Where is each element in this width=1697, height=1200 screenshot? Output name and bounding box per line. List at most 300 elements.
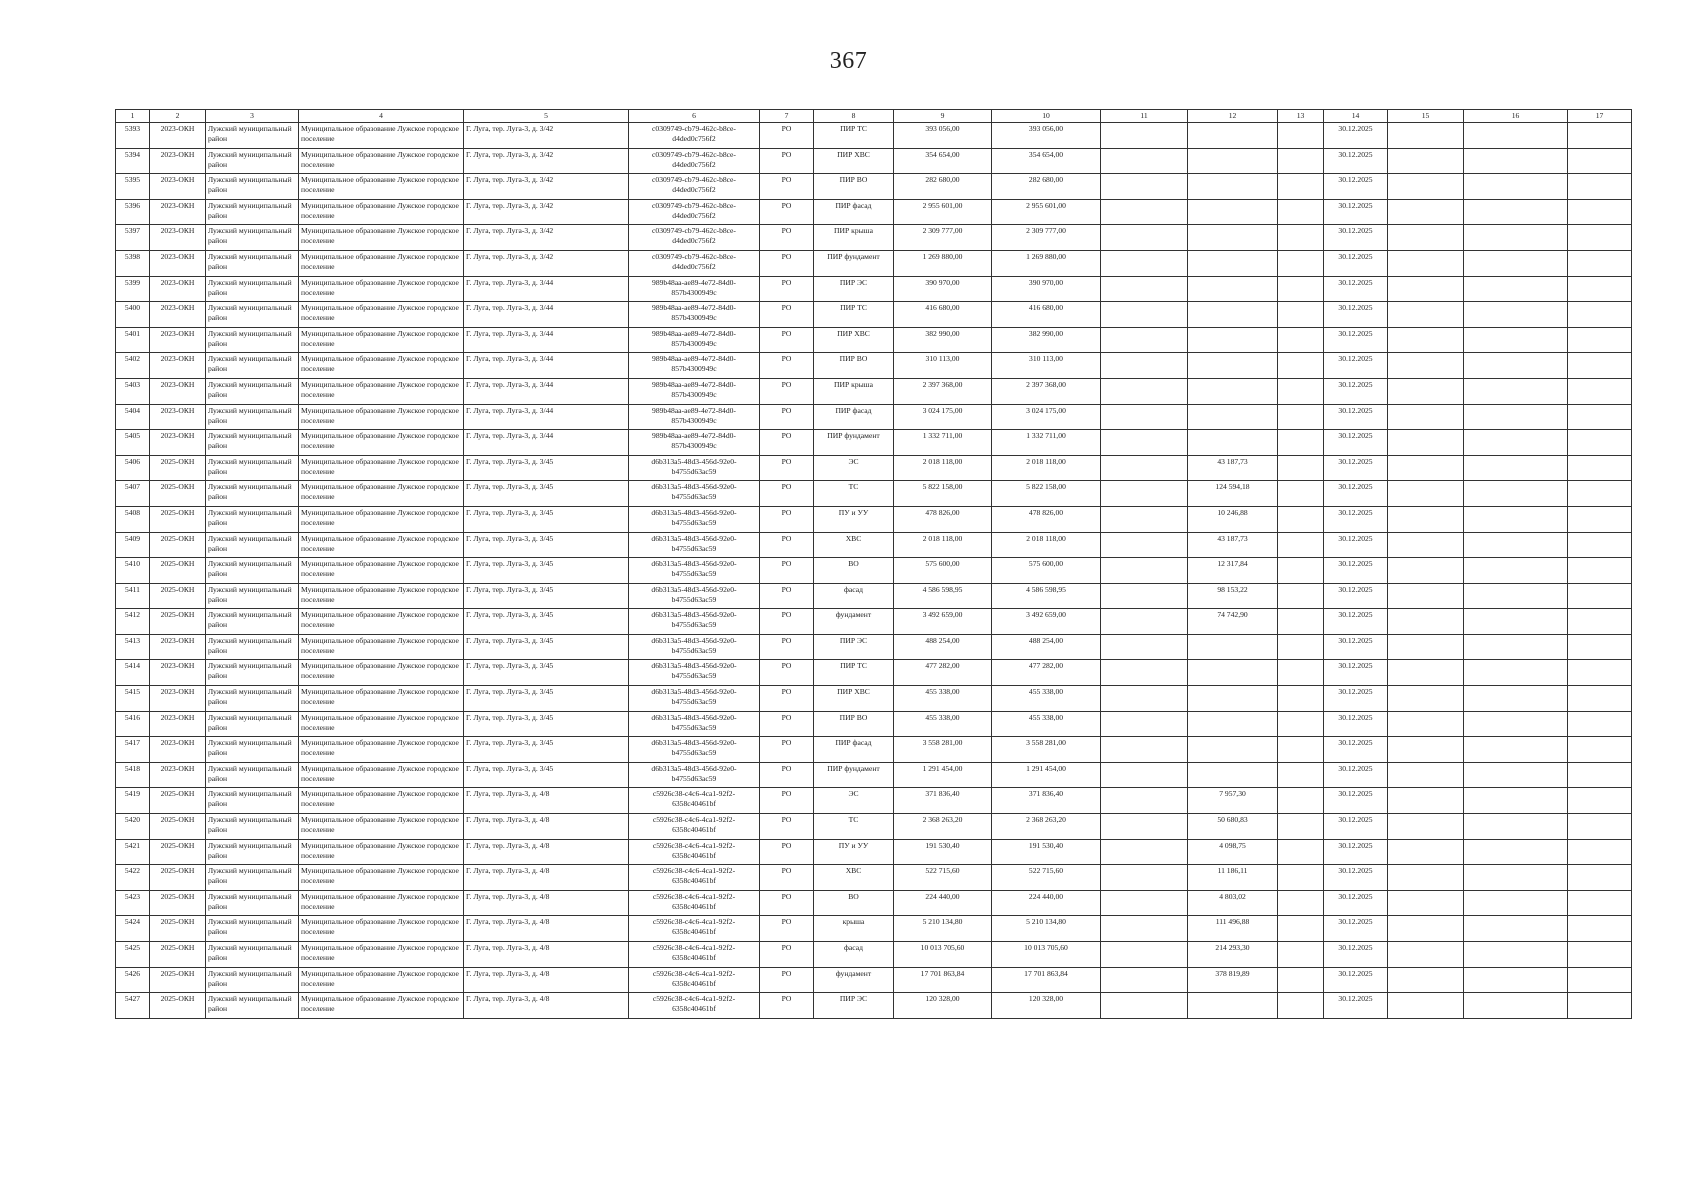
table-cell: 4 586 598,95 — [894, 583, 992, 609]
table-cell: ХВС — [814, 532, 894, 558]
table-cell: РО — [760, 250, 814, 276]
table-cell — [1101, 993, 1188, 1019]
table-cell — [1568, 455, 1632, 481]
table-row — [116, 967, 1632, 993]
table-cell: ПИР ЭС — [814, 276, 894, 302]
table-row — [116, 532, 1632, 558]
table-cell: 30.12.2025 — [1324, 481, 1388, 507]
table-cell: 5395 — [116, 174, 150, 200]
table-cell: 2023-ОКН — [150, 660, 206, 686]
table-cell — [1101, 609, 1188, 635]
table-cell: 3 024 175,00 — [894, 404, 992, 430]
table-cell: 98 153,22 — [1188, 583, 1278, 609]
table-cell — [1101, 327, 1188, 353]
table-cell: 5401 — [116, 327, 150, 353]
table-cell: 30.12.2025 — [1324, 634, 1388, 660]
table-cell: Муниципальное образование Лужское городское поселение — [299, 225, 464, 251]
table-cell — [1101, 404, 1188, 430]
table-cell: 5400 — [116, 302, 150, 328]
table-cell: 478 826,00 — [992, 506, 1101, 532]
table-cell: 2025-ОКН — [150, 890, 206, 916]
table-cell: 575 600,00 — [894, 558, 992, 584]
table-cell — [1388, 250, 1464, 276]
table-cell: 2025-ОКН — [150, 942, 206, 968]
table-cell: 5426 — [116, 967, 150, 993]
register-table — [115, 109, 1632, 1019]
table-cell: 4 586 598,95 — [992, 583, 1101, 609]
table-cell: РО — [760, 967, 814, 993]
table-cell — [1101, 916, 1188, 942]
table-cell: 30.12.2025 — [1324, 583, 1388, 609]
table-cell: 4 098,75 — [1188, 839, 1278, 865]
table-cell: 30.12.2025 — [1324, 993, 1388, 1019]
table-cell: 5412 — [116, 609, 150, 635]
table-cell: Муниципальное образование Лужское городское поселение — [299, 481, 464, 507]
table-cell: 5 822 158,00 — [894, 481, 992, 507]
table-cell: Г. Луга, тер. Луга-3, д. 3/44 — [464, 302, 629, 328]
table-cell: Лужский муниципальный район — [206, 788, 299, 814]
table-cell — [1101, 967, 1188, 993]
table-cell — [1388, 506, 1464, 532]
table-cell — [1388, 174, 1464, 200]
table-cell: d6b313a5-48d3-456d-92e0-b4755d63ac59 — [629, 634, 760, 660]
table-cell: Г. Луга, тер. Луга-3, д. 4/8 — [464, 788, 629, 814]
table-cell: ПИР ВО — [814, 174, 894, 200]
table-cell — [1568, 686, 1632, 712]
table-cell: ПИР ТС — [814, 123, 894, 149]
table-cell: 2 018 118,00 — [894, 532, 992, 558]
table-cell — [1278, 148, 1324, 174]
table-cell: 2 018 118,00 — [894, 455, 992, 481]
table-cell: Муниципальное образование Лужское городское поселение — [299, 993, 464, 1019]
table-cell: Муниципальное образование Лужское городское поселение — [299, 916, 464, 942]
table-cell: 30.12.2025 — [1324, 225, 1388, 251]
table-cell: 455 338,00 — [992, 711, 1101, 737]
table-cell: РО — [760, 839, 814, 865]
table-cell: 30.12.2025 — [1324, 199, 1388, 225]
table-cell — [1101, 276, 1188, 302]
table-cell: 30.12.2025 — [1324, 558, 1388, 584]
table-cell — [1464, 609, 1568, 635]
table-cell: 522 715,60 — [894, 865, 992, 891]
table-cell: Г. Луга, тер. Луга-3, д. 3/42 — [464, 123, 629, 149]
table-cell — [1278, 250, 1324, 276]
table-cell — [1464, 276, 1568, 302]
table-row — [116, 148, 1632, 174]
table-cell — [1388, 737, 1464, 763]
table-cell — [1568, 788, 1632, 814]
table-cell — [1568, 481, 1632, 507]
table-cell — [1568, 583, 1632, 609]
table-cell: 2025-ОКН — [150, 788, 206, 814]
table-cell — [1568, 276, 1632, 302]
table-cell: РО — [760, 634, 814, 660]
table-cell: Лужский муниципальный район — [206, 532, 299, 558]
table-cell — [1188, 686, 1278, 712]
table-cell: 30.12.2025 — [1324, 967, 1388, 993]
table-row — [116, 174, 1632, 200]
table-cell — [1101, 481, 1188, 507]
table-cell: РО — [760, 225, 814, 251]
table-cell — [1388, 916, 1464, 942]
table-cell: ПИР фасад — [814, 199, 894, 225]
table-cell — [1278, 225, 1324, 251]
table-cell: Г. Луга, тер. Луга-3, д. 4/8 — [464, 890, 629, 916]
table-cell: 5 210 134,80 — [992, 916, 1101, 942]
table-cell: 2023-ОКН — [150, 711, 206, 737]
table-cell — [1568, 558, 1632, 584]
table-cell: 2025-ОКН — [150, 583, 206, 609]
table-cell: 354 654,00 — [992, 148, 1101, 174]
table-cell: c5926c38-c4c6-4ca1-92f2-6358c40461bf — [629, 967, 760, 993]
table-cell: 5396 — [116, 199, 150, 225]
table-cell: РО — [760, 404, 814, 430]
table-cell: РО — [760, 276, 814, 302]
table-cell — [1388, 532, 1464, 558]
column-header: 1 — [116, 110, 150, 123]
table-cell — [1388, 711, 1464, 737]
table-cell: 50 680,83 — [1188, 814, 1278, 840]
table-cell: Муниципальное образование Лужское городское поселение — [299, 327, 464, 353]
table-cell — [1101, 123, 1188, 149]
table-cell: 5420 — [116, 814, 150, 840]
table-cell: Муниципальное образование Лужское городское поселение — [299, 558, 464, 584]
table-cell — [1101, 558, 1188, 584]
table-cell: Муниципальное образование Лужское городское поселение — [299, 353, 464, 379]
table-cell: 282 680,00 — [894, 174, 992, 200]
table-cell: ПИР ХВС — [814, 148, 894, 174]
table-cell — [1568, 430, 1632, 456]
table-cell — [1568, 814, 1632, 840]
table-cell — [1388, 225, 1464, 251]
table-cell — [1464, 532, 1568, 558]
table-cell: Муниципальное образование Лужское городское поселение — [299, 762, 464, 788]
table-cell: РО — [760, 199, 814, 225]
table-cell: фундамент — [814, 609, 894, 635]
table-cell: 2023-ОКН — [150, 430, 206, 456]
table-cell — [1464, 378, 1568, 404]
table-cell — [1188, 737, 1278, 763]
table-cell: 30.12.2025 — [1324, 686, 1388, 712]
table-row — [116, 404, 1632, 430]
table-cell — [1278, 788, 1324, 814]
table-cell: 1 332 711,00 — [894, 430, 992, 456]
table-row — [116, 199, 1632, 225]
table-cell: Муниципальное образование Лужское городское поселение — [299, 660, 464, 686]
table-cell — [1278, 737, 1324, 763]
table-cell: РО — [760, 788, 814, 814]
table-cell: Лужский муниципальный район — [206, 583, 299, 609]
table-cell: Муниципальное образование Лужское городское поселение — [299, 737, 464, 763]
table-cell: Лужский муниципальный район — [206, 660, 299, 686]
table-cell — [1568, 199, 1632, 225]
table-cell — [1568, 174, 1632, 200]
table-cell: 989b48aa-ae89-4e72-84d0-857b4300949c — [629, 430, 760, 456]
table-row — [116, 506, 1632, 532]
table-cell: Лужский муниципальный район — [206, 404, 299, 430]
table-cell: 30.12.2025 — [1324, 353, 1388, 379]
table-cell: ПИР ЭС — [814, 993, 894, 1019]
table-cell: 371 836,40 — [894, 788, 992, 814]
table-cell: Муниципальное образование Лужское городское поселение — [299, 967, 464, 993]
table-cell — [1568, 250, 1632, 276]
column-header: 2 — [150, 110, 206, 123]
table-cell — [1388, 993, 1464, 1019]
table-cell — [1464, 993, 1568, 1019]
table-row — [116, 123, 1632, 149]
table-cell: 30.12.2025 — [1324, 148, 1388, 174]
table-cell — [1388, 634, 1464, 660]
table-cell: РО — [760, 890, 814, 916]
table-cell: 30.12.2025 — [1324, 378, 1388, 404]
table-cell: Муниципальное образование Лужское городское поселение — [299, 148, 464, 174]
table-cell: РО — [760, 353, 814, 379]
table-cell: 5394 — [116, 148, 150, 174]
table-cell — [1278, 890, 1324, 916]
table-cell — [1278, 609, 1324, 635]
table-cell: 5427 — [116, 993, 150, 1019]
table-cell — [1101, 660, 1188, 686]
table-cell: c5926c38-c4c6-4ca1-92f2-6358c40461bf — [629, 916, 760, 942]
table-cell: 2025-ОКН — [150, 481, 206, 507]
column-header: 7 — [760, 110, 814, 123]
table-cell — [1278, 762, 1324, 788]
table-cell — [1101, 199, 1188, 225]
table-cell: 10 013 705,60 — [894, 942, 992, 968]
table-cell: Г. Луга, тер. Луга-3, д. 3/44 — [464, 404, 629, 430]
table-cell — [1278, 660, 1324, 686]
table-row — [116, 609, 1632, 635]
table-cell — [1568, 123, 1632, 149]
table-cell — [1101, 788, 1188, 814]
table-cell — [1101, 762, 1188, 788]
table-cell: РО — [760, 609, 814, 635]
table-cell: 455 338,00 — [894, 686, 992, 712]
table-cell: 5411 — [116, 583, 150, 609]
table-cell: Муниципальное образование Лужское городское поселение — [299, 609, 464, 635]
table-cell: 30.12.2025 — [1324, 942, 1388, 968]
table-cell: Муниципальное образование Лужское городское поселение — [299, 276, 464, 302]
table-row — [116, 225, 1632, 251]
table-cell — [1464, 174, 1568, 200]
table-cell: 5425 — [116, 942, 150, 968]
table-cell: d6b313a5-48d3-456d-92e0-b4755d63ac59 — [629, 660, 760, 686]
table-cell: 5424 — [116, 916, 150, 942]
table-cell: Лужский муниципальный район — [206, 455, 299, 481]
table-cell: 120 328,00 — [894, 993, 992, 1019]
table-cell — [1464, 404, 1568, 430]
table-cell: 2023-ОКН — [150, 737, 206, 763]
table-cell: ПИР фундамент — [814, 762, 894, 788]
table-cell: РО — [760, 302, 814, 328]
table-cell: РО — [760, 865, 814, 891]
table-cell — [1464, 123, 1568, 149]
table-row — [116, 455, 1632, 481]
table-row — [116, 660, 1632, 686]
table-cell: 2023-ОКН — [150, 148, 206, 174]
table-cell: Лужский муниципальный район — [206, 378, 299, 404]
table-cell: 2025-ОКН — [150, 455, 206, 481]
table-cell: 488 254,00 — [894, 634, 992, 660]
table-row — [116, 993, 1632, 1019]
table-cell: Г. Луга, тер. Луга-3, д. 3/45 — [464, 583, 629, 609]
table-row — [116, 430, 1632, 456]
table-cell: Г. Луга, тер. Луга-3, д. 3/45 — [464, 506, 629, 532]
table-cell: 30.12.2025 — [1324, 276, 1388, 302]
table-cell: 5407 — [116, 481, 150, 507]
table-cell — [1464, 353, 1568, 379]
table-cell: c5926c38-c4c6-4ca1-92f2-6358c40461bf — [629, 993, 760, 1019]
table-cell: 5417 — [116, 737, 150, 763]
table-cell — [1188, 711, 1278, 737]
table-cell: Г. Луга, тер. Луга-3, д. 3/44 — [464, 430, 629, 456]
table-cell: 3 492 659,00 — [992, 609, 1101, 635]
table-cell: Муниципальное образование Лужское городское поселение — [299, 174, 464, 200]
table-cell: 5403 — [116, 378, 150, 404]
table-cell: 30.12.2025 — [1324, 788, 1388, 814]
table-cell: 30.12.2025 — [1324, 327, 1388, 353]
table-cell: 5397 — [116, 225, 150, 251]
column-header: 10 — [992, 110, 1101, 123]
table-cell: ПИР ЭС — [814, 634, 894, 660]
table-cell — [1388, 276, 1464, 302]
table-cell: ПИР крыша — [814, 378, 894, 404]
page-number: 367 — [829, 48, 868, 74]
table-cell — [1568, 378, 1632, 404]
table-cell: Лужский муниципальный район — [206, 430, 299, 456]
table-cell: ВО — [814, 558, 894, 584]
table-cell: ПИР фасад — [814, 404, 894, 430]
table-cell: Муниципальное образование Лужское городское поселение — [299, 814, 464, 840]
table-cell: 2023-ОКН — [150, 302, 206, 328]
table-cell: 120 328,00 — [992, 993, 1101, 1019]
table-cell: 17 701 863,84 — [992, 967, 1101, 993]
table-cell: РО — [760, 455, 814, 481]
table-cell: 2023-ОКН — [150, 199, 206, 225]
table-cell — [1188, 327, 1278, 353]
table-cell: 2023-ОКН — [150, 276, 206, 302]
table-cell: Лужский муниципальный район — [206, 506, 299, 532]
table-cell — [1568, 890, 1632, 916]
table-cell: 111 496,88 — [1188, 916, 1278, 942]
table-cell: 2 397 368,00 — [894, 378, 992, 404]
table-cell: Муниципальное образование Лужское городское поселение — [299, 455, 464, 481]
table-cell: Муниципальное образование Лужское городское поселение — [299, 123, 464, 149]
table-cell: d6b313a5-48d3-456d-92e0-b4755d63ac59 — [629, 481, 760, 507]
table-cell — [1278, 276, 1324, 302]
table-cell: ПИР фундамент — [814, 430, 894, 456]
table-cell — [1388, 788, 1464, 814]
table-cell: 5418 — [116, 762, 150, 788]
table-cell: Муниципальное образование Лужское городское поселение — [299, 865, 464, 891]
table-row — [116, 890, 1632, 916]
column-header: 14 — [1324, 110, 1388, 123]
table-cell — [1188, 762, 1278, 788]
table-cell: Г. Луга, тер. Луга-3, д. 3/42 — [464, 199, 629, 225]
table-cell — [1388, 353, 1464, 379]
table-cell: 416 680,00 — [992, 302, 1101, 328]
table-cell — [1101, 814, 1188, 840]
table-cell: Г. Луга, тер. Луга-3, д. 3/45 — [464, 762, 629, 788]
table-cell — [1101, 942, 1188, 968]
table-cell: c5926c38-c4c6-4ca1-92f2-6358c40461bf — [629, 839, 760, 865]
table-row — [116, 583, 1632, 609]
table-cell: РО — [760, 532, 814, 558]
table-cell: Г. Луга, тер. Луга-3, д. 3/45 — [464, 686, 629, 712]
table-cell: 30.12.2025 — [1324, 865, 1388, 891]
table-cell: 2025-ОКН — [150, 865, 206, 891]
table-cell — [1101, 353, 1188, 379]
table-cell: 2025-ОКН — [150, 967, 206, 993]
table-cell: ПИР ВО — [814, 711, 894, 737]
table-cell — [1101, 455, 1188, 481]
table-cell — [1388, 762, 1464, 788]
table-cell — [1101, 532, 1188, 558]
table-cell — [1278, 327, 1324, 353]
table-cell: РО — [760, 814, 814, 840]
table-cell: 30.12.2025 — [1324, 506, 1388, 532]
table-cell: 989b48aa-ae89-4e72-84d0-857b4300949c — [629, 302, 760, 328]
table-cell — [1568, 967, 1632, 993]
table-cell: 30.12.2025 — [1324, 609, 1388, 635]
table-row — [116, 558, 1632, 584]
table-cell — [1188, 634, 1278, 660]
table-cell: Г. Луга, тер. Луга-3, д. 3/44 — [464, 327, 629, 353]
table-cell: 390 970,00 — [894, 276, 992, 302]
table-cell: 43 187,73 — [1188, 455, 1278, 481]
table-cell: 30.12.2025 — [1324, 123, 1388, 149]
table-cell — [1188, 378, 1278, 404]
table-cell: 2023-ОКН — [150, 250, 206, 276]
table-cell: 10 013 705,60 — [992, 942, 1101, 968]
column-header: 4 — [299, 110, 464, 123]
table-cell — [1464, 327, 1568, 353]
table-cell: 2023-ОКН — [150, 404, 206, 430]
table-cell: Лужский муниципальный район — [206, 890, 299, 916]
table-cell — [1464, 148, 1568, 174]
column-header: 17 — [1568, 110, 1632, 123]
table-cell — [1388, 327, 1464, 353]
column-header: 11 — [1101, 110, 1188, 123]
table-row — [116, 634, 1632, 660]
table-cell: Муниципальное образование Лужское городское поселение — [299, 532, 464, 558]
table-cell: 5419 — [116, 788, 150, 814]
table-cell — [1278, 967, 1324, 993]
table-cell — [1568, 762, 1632, 788]
table-cell: 74 742,90 — [1188, 609, 1278, 635]
table-cell — [1278, 378, 1324, 404]
table-cell: 30.12.2025 — [1324, 814, 1388, 840]
table-cell: 5405 — [116, 430, 150, 456]
table-cell — [1568, 506, 1632, 532]
table-row — [116, 916, 1632, 942]
table-cell: Лужский муниципальный район — [206, 993, 299, 1019]
table-cell: Лужский муниципальный район — [206, 711, 299, 737]
table-cell: РО — [760, 506, 814, 532]
table-cell: Муниципальное образование Лужское городское поселение — [299, 199, 464, 225]
table-cell — [1464, 942, 1568, 968]
table-row — [116, 814, 1632, 840]
table-cell: 2025-ОКН — [150, 609, 206, 635]
table-cell — [1464, 916, 1568, 942]
table-cell — [1278, 916, 1324, 942]
table-cell — [1388, 455, 1464, 481]
table-cell — [1568, 532, 1632, 558]
table-cell: c0309749-cb79-462c-b8ce-d4ded0c756f2 — [629, 199, 760, 225]
table-cell: Лужский муниципальный район — [206, 865, 299, 891]
table-cell — [1278, 174, 1324, 200]
table-cell — [1464, 737, 1568, 763]
